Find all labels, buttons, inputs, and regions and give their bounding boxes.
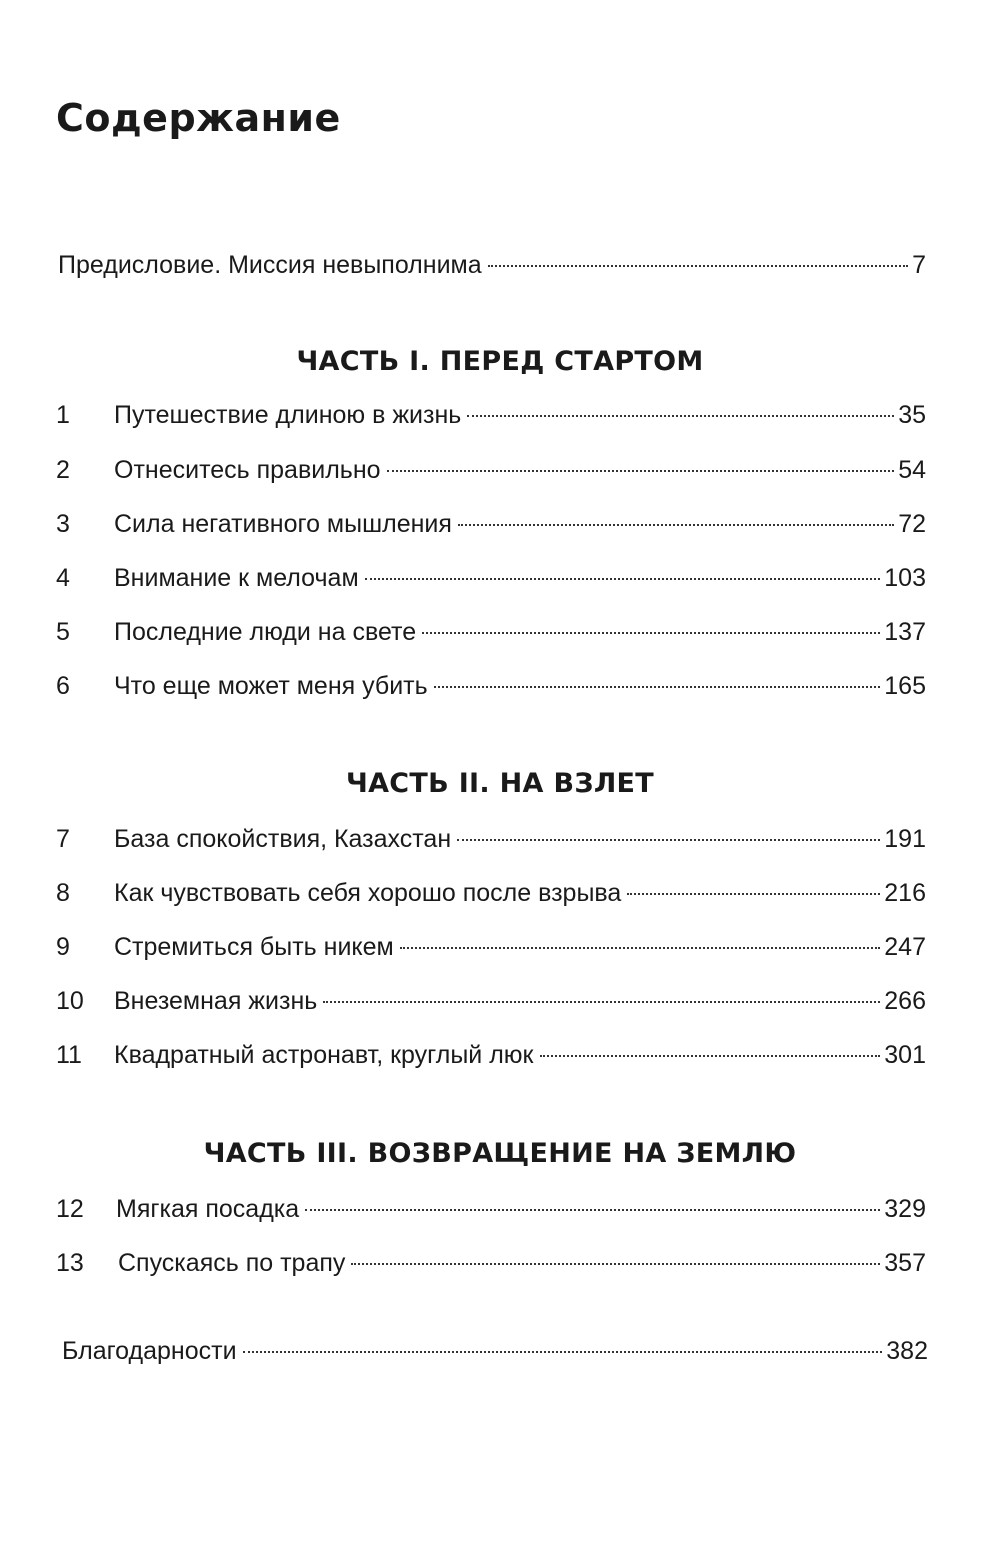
dot-leader — [323, 1001, 880, 1003]
toc-entry-chapter-4[interactable] — [56, 561, 926, 595]
page-title: Содержание — [56, 96, 341, 140]
dot-leader — [467, 415, 894, 417]
toc-entry-chapter-12[interactable] — [56, 1192, 926, 1226]
toc-entry-chapter-10[interactable] — [56, 984, 926, 1018]
chapter-title: Последние люди на свете — [114, 618, 417, 646]
chapter-number: 1 — [56, 401, 70, 429]
toc-entry-chapter-1[interactable] — [56, 398, 926, 432]
dot-leader — [458, 524, 894, 526]
toc-entry-chapter-13[interactable] — [56, 1246, 926, 1280]
toc-entry-page: 7 — [912, 251, 926, 279]
toc-entry-preface[interactable] — [58, 248, 926, 282]
toc-entry-chapter-3[interactable] — [56, 507, 926, 541]
chapter-title: Внимание к мелочам — [114, 564, 359, 592]
part-heading-1: ЧАСТЬ I. ПЕРЕД СТАРТОМ — [296, 346, 704, 377]
chapter-title: Что еще может меня убить — [114, 672, 428, 700]
chapter-number: 13 — [56, 1249, 84, 1277]
dot-leader — [627, 893, 880, 895]
chapter-page: 216 — [884, 879, 926, 907]
chapter-title: Отнеситесь правильно — [114, 456, 381, 484]
dot-leader — [387, 470, 895, 472]
toc-entry-label: Благодарности — [62, 1337, 237, 1365]
dot-leader — [457, 839, 880, 841]
chapter-page: 72 — [898, 510, 926, 538]
chapter-title: База спокойствия, Казахстан — [114, 825, 452, 853]
toc-entry-page: 382 — [886, 1337, 928, 1365]
chapter-number: 5 — [56, 618, 70, 646]
chapter-page: 301 — [884, 1041, 926, 1069]
chapter-number: 4 — [56, 564, 70, 592]
chapter-page: 266 — [884, 987, 926, 1015]
chapter-title: Путешествие длиною в жизнь — [114, 401, 462, 429]
part-heading-2: ЧАСТЬ II. НА ВЗЛЕТ — [345, 768, 655, 799]
chapter-number: 10 — [56, 987, 84, 1015]
chapter-number: 12 — [56, 1195, 84, 1223]
toc-entry-chapter-5[interactable] — [56, 615, 926, 649]
dot-leader — [434, 686, 881, 688]
chapter-page: 54 — [898, 456, 926, 484]
chapter-number: 11 — [56, 1041, 82, 1069]
toc-entry-label: Предисловие. Миссия невыполнима — [58, 251, 482, 279]
dot-leader — [243, 1351, 883, 1353]
dot-leader — [365, 578, 881, 580]
chapter-title: Квадратный астронавт, круглый люк — [114, 1041, 534, 1069]
toc-entry-chapter-7[interactable] — [56, 822, 926, 856]
chapter-title: Сила негативного мышления — [114, 510, 452, 538]
dot-leader — [305, 1209, 880, 1211]
dot-leader — [351, 1263, 880, 1265]
chapter-page: 137 — [884, 618, 926, 646]
chapter-page: 357 — [884, 1249, 926, 1277]
chapter-number: 2 — [56, 456, 70, 484]
toc-entry-chapter-9[interactable] — [56, 930, 926, 964]
part-heading-3: ЧАСТЬ III. ВОЗВРАЩЕНИЕ НА ЗЕМЛЮ — [203, 1138, 797, 1169]
chapter-number: 7 — [56, 825, 70, 853]
toc-entry-chapter-8[interactable] — [56, 876, 926, 910]
chapter-title: Как чувствовать себя хорошо после взрыва — [114, 879, 622, 907]
dot-leader — [400, 947, 881, 949]
chapter-page: 35 — [898, 401, 926, 429]
dot-leader — [540, 1055, 881, 1057]
chapter-title: Стремиться быть никем — [114, 933, 394, 961]
chapter-number: 6 — [56, 672, 70, 700]
chapter-number: 3 — [56, 510, 70, 538]
chapter-page: 329 — [884, 1195, 926, 1223]
chapter-title: Внеземная жизнь — [114, 987, 318, 1015]
toc-entry-chapter-2[interactable] — [56, 453, 926, 487]
chapter-number: 8 — [56, 879, 70, 907]
chapter-page: 247 — [884, 933, 926, 961]
chapter-page: 191 — [884, 825, 926, 853]
chapter-page: 165 — [884, 672, 926, 700]
dot-leader — [422, 632, 880, 634]
chapter-title: Спускаясь по трапу — [118, 1249, 346, 1277]
chapter-page: 103 — [884, 564, 926, 592]
toc-entry-chapter-6[interactable] — [56, 669, 926, 703]
chapter-title: Мягкая посадка — [116, 1195, 300, 1223]
toc-entry-chapter-11[interactable] — [56, 1038, 926, 1072]
toc-entry-acknowledgments[interactable] — [62, 1334, 928, 1368]
chapter-number: 9 — [56, 933, 70, 961]
dot-leader — [488, 265, 908, 267]
